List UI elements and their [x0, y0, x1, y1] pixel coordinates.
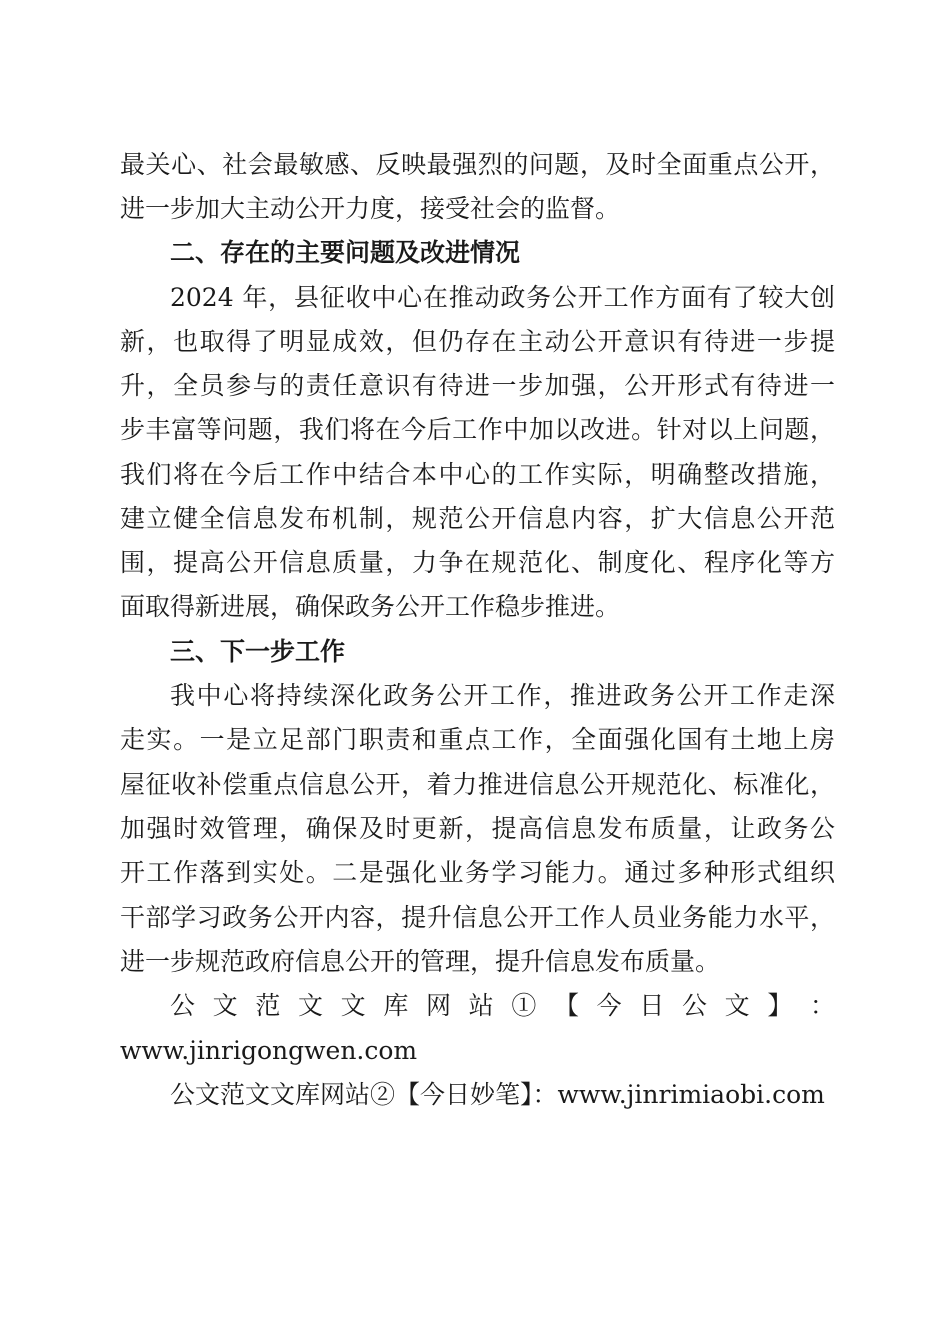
paragraph-line: 屋征收补偿重点信息公开，着力推进信息公开规范化、标准化，: [120, 770, 835, 799]
paragraph-line: 开工作落到实处。二是强化业务学习能力。通过多种形式组织: [120, 858, 835, 887]
paragraph-line: 我中心将持续深化政务公开工作，推进政务公开工作走深: [170, 681, 835, 710]
footer-link-1-url[interactable]: www.jinrigongwen.com: [120, 1036, 418, 1065]
paragraph-line: 建立健全信息发布机制，规范公开信息内容，扩大信息公开范: [120, 504, 835, 533]
paragraph-line: 步丰富等问题，我们将在今后工作中加以改进。针对以上问题，: [120, 415, 835, 444]
paragraph-line: 新，也取得了明显成效，但仍存在主动公开意识有待进一步提: [120, 327, 835, 356]
paragraph-line: 2024 年，县征收中心在推动政务公开工作方面有了较大创: [170, 283, 835, 312]
paragraph-line: 我们将在今后工作中结合本中心的工作实际，明确整改措施，: [120, 460, 835, 489]
section-heading-2: 二、存在的主要问题及改进情况: [170, 238, 521, 267]
footer-link-1-label: 公 文 范 文 文 库 网 站 ① 【 今 日 公 文 】 ：: [170, 991, 835, 1020]
paragraph-line: 干部学习政务公开内容，提升信息公开工作人员业务能力水平，: [120, 903, 835, 932]
paragraph-line: 进一步加大主动公开力度，接受社会的监督。: [120, 194, 621, 223]
paragraph-line: 走实。一是立足部门职责和重点工作，全面强化国有土地上房: [120, 725, 835, 754]
paragraph-line: 加强时效管理，确保及时更新，提高信息发布质量，让政务公: [120, 814, 835, 843]
section-heading-3: 三、下一步工作: [170, 637, 346, 666]
paragraph-line: 围，提高公开信息质量，力争在规范化、制度化、程序化等方: [120, 548, 835, 577]
paragraph-line: 最关心、社会最敏感、反映最强烈的问题，及时全面重点公开，: [120, 150, 835, 179]
footer-link-2[interactable]: 公文范文文库网站②【今日妙笔】：www.jinrimiaobi.com: [170, 1080, 825, 1109]
paragraph-line: 面取得新进展，确保政务公开工作稳步推进。: [120, 592, 621, 621]
paragraph-line: 进一步规范政府信息公开的管理，提升信息发布质量。: [120, 947, 721, 976]
paragraph-line: 升，全员参与的责任意识有待进一步加强，公开形式有待进一: [120, 371, 835, 400]
